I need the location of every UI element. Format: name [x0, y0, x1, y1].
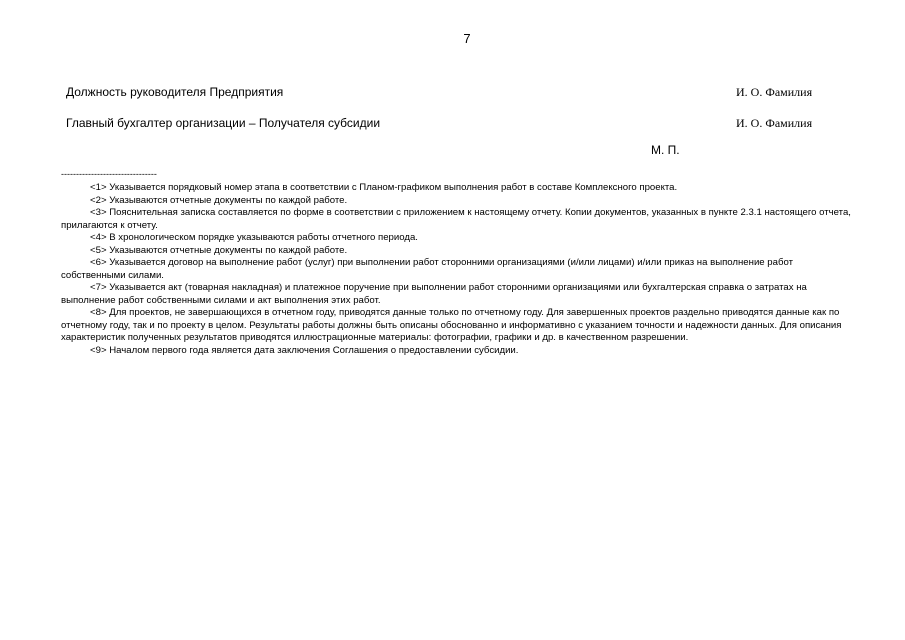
signature-name: И. О. Фамилия [736, 85, 813, 99]
footnote-9: <9> Началом первого года является дата заключения Соглашения о предоставлении субсидии. [90, 344, 519, 356]
signature-name: И. О. Фамилия [736, 116, 813, 130]
footnote-5: <5> Указываются отчетные документы по каждой работе. [90, 244, 348, 256]
footnote-7: <7> Указывается акт (товарная накладная) и платежное поручение при выполнении работ сторонними организациями или бухгалтерская справка о затратах на выполнение работ собственными силами и акт выполнения этих работ. [61, 282, 807, 306]
footnotes [61, 182, 851, 357]
footnote-8: <8> Для проектов, не завершающихся в отчетном году, приводятся данные только по отчетному году. Для завершенных проектов раздельно приводятся данные как по отчетному году, так и по проекту в целом. Результаты работы должны быть описаны обоснованно и информативно с указанием точности и надежности данных. Для описания характеристик полученных результатов приводятся иллюстрационные материалы: фотографии, графики и др. в качественном разрешении. [61, 307, 842, 343]
footnote-6: <6> Указывается договор на выполнение работ (услуг) при выполнении работ сторонними организациями (и/или лицами) и/или приказ на выполнение работ собственными силами. [61, 257, 793, 281]
footnote-divider: -------------------------------- [61, 169, 157, 179]
footnote-4: <4> В хронологическом порядке указываются работы отчетного периода. [90, 232, 418, 243]
page-number: 7 [463, 31, 471, 46]
footnote-1: <1> Указывается порядковый номер этапа в соответствии с Планом-графиком выполнения работ в составе Комплексного проекта. [90, 182, 678, 193]
signature-title: Должность руководителя Предприятия [66, 85, 284, 99]
signature-title: Главный бухгалтер организации – Получателя субсидии [66, 116, 381, 130]
footnote-3: <3> Пояснительная записка составляется по форме в соответствии с приложением к настоящему отчету. Копии документов, указанных в пункте 2.3.1 настоящего отчета, прилагаются к отчету. [61, 207, 851, 231]
footnote-2: <2> Указываются отчетные документы по каждой работе. [90, 194, 348, 206]
seal-label: М. П. [651, 143, 680, 157]
